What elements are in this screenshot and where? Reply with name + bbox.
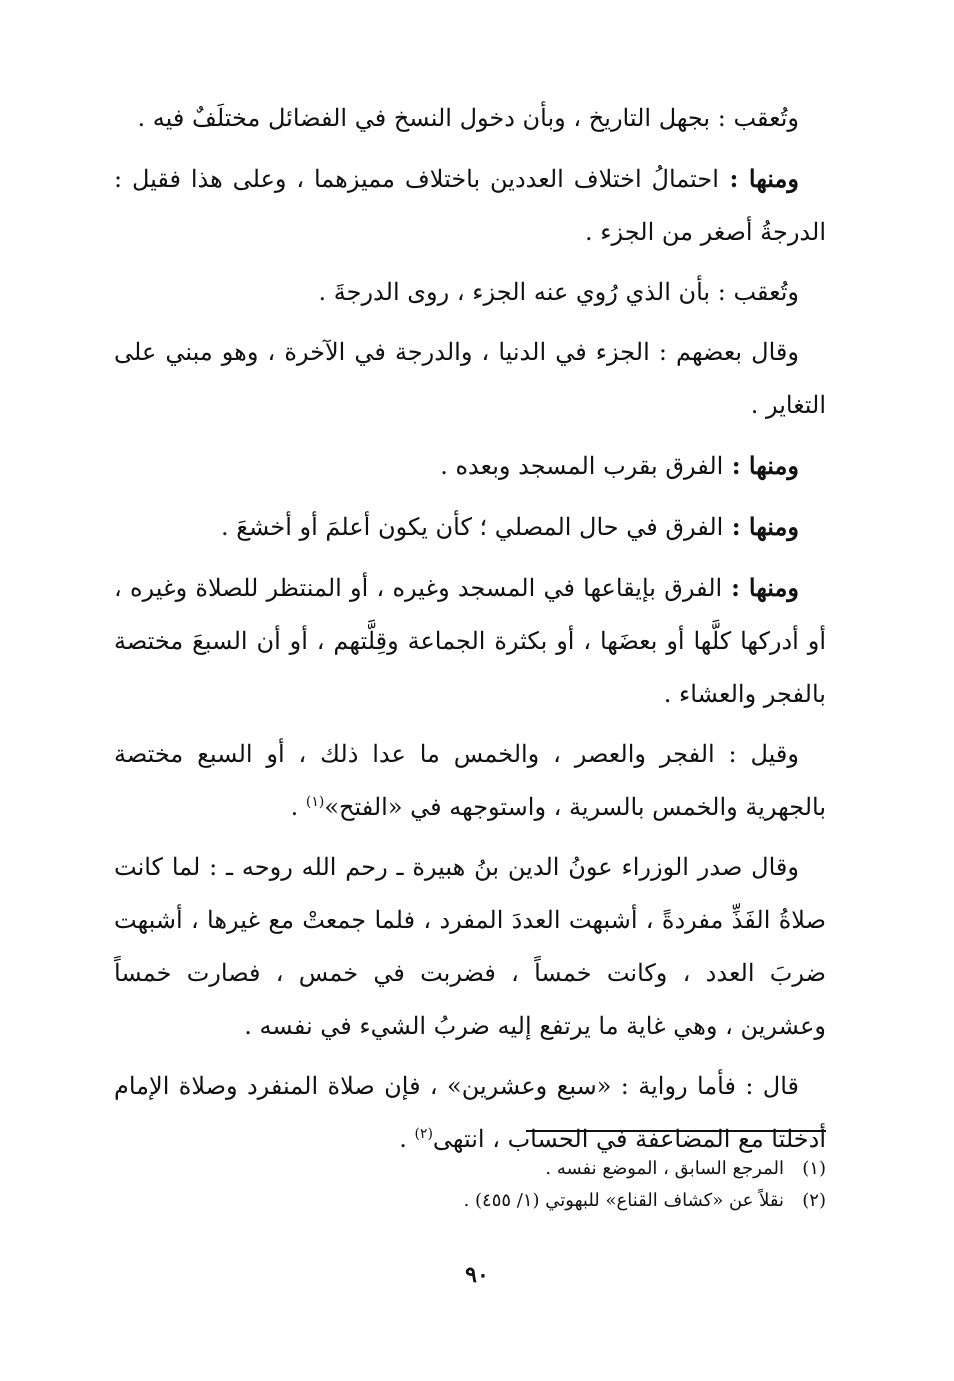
footnote-text: المرجع السابق ، الموضع نفسه . [545, 1158, 784, 1179]
paragraph-text: وتُعقب : بأن الذي رُوي عنه الجزء ، روى الدرجةَ . [318, 278, 799, 306]
paragraph [114, 92, 826, 145]
footnote-marker[interactable]: (١) [305, 794, 325, 810]
paragraph [114, 500, 826, 554]
paragraph [114, 841, 826, 1053]
paragraph-text: وتُعقب : بجهل التاريخ ، وبأن دخول النسخ في الفضائل مختلَفٌ فيه . [137, 104, 799, 132]
paragraph-text: وقال بعضهم : الجزء في الدنيا ، والدرجة في الآخرة ، وهو مبني على التغاير . [114, 338, 826, 419]
paragraph [114, 326, 826, 432]
paragraph-text: الفرق بقرب المسجد وبعده . [440, 452, 724, 480]
paragraph-lead: ومنها : [718, 164, 799, 193]
paragraph-lead: ومنها : [722, 573, 799, 602]
paragraph [114, 728, 826, 834]
paragraph-tail: . [399, 1125, 415, 1153]
paragraph-text: احتمالُ اختلاف العددين باختلاف مميزهما ، وعلى هذا فقيل : الدرجةُ أصغر من الجزء . [114, 165, 826, 246]
footnote-number: (١) [802, 1158, 826, 1179]
paragraph-text: وقال صدر الوزراء عونُ الدين بنُ هبيرة ـ رحم الله روحه ـ : لما كانت صلاةُ الفَذِّ مفردةً ، أشبهت العددَ المفرد ، فلما جمعتْ مع غيرها ، أشبهت ضربَ العدد ، وكانت خمساً ، فضربت في خمس ، فصارت خمساً وعشرين ، وهي غاية ما يرتفع إليه ضربُ الشيء في نفسه . [114, 853, 826, 1040]
paragraph [114, 1060, 826, 1166]
footnote-text: نقلاً عن «كشاف القناع» للبهوتي (١/ ٤٥٥) . [463, 1190, 784, 1211]
paragraph-tail: . [290, 793, 306, 821]
main-text [114, 92, 826, 1173]
footnote-divider [526, 1130, 826, 1132]
paragraph [114, 152, 826, 259]
paragraph [114, 266, 826, 319]
footnote-marker[interactable]: (٢) [414, 1126, 433, 1142]
paragraph [114, 439, 826, 493]
footnote [114, 1153, 826, 1185]
footnote [114, 1185, 826, 1217]
footnote-number: (٢) [802, 1190, 826, 1211]
paragraph-text: قال : فأما رواية : «سبع وعشرين» ، فإن صلاة المنفرد وصلاة الإمام أدخلتا مع المضاعفة في الحساب ، انتهى [114, 1072, 826, 1153]
page-number: ٩٠ [465, 1262, 489, 1288]
paragraph-text: الفرق بإيقاعها في المسجد وغيره ، أو المنتظر للصلاة وغيره ، أو أدركها كلَّها أو بعضَها ، أو بكثرة الجماعة وقِلَّتهم ، أو أن السبعَ مختصة بالفجر والعشاء . [114, 574, 826, 708]
paragraph-lead: ومنها : [723, 512, 799, 541]
paragraph [114, 561, 826, 721]
footnotes [114, 1153, 826, 1217]
paragraph-text: الفرق في حال المصلي ؛ كأن يكون أعلمَ أو أخشعَ . [220, 513, 724, 541]
paragraph-text: وقيل : الفجر والعصر ، والخمس ما عدا ذلك ، أو السبع مختصة بالجهرية والخمس بالسرية ، واستوجهه في «الفتح» [114, 740, 826, 821]
paragraph-lead: ومنها : [723, 451, 799, 480]
